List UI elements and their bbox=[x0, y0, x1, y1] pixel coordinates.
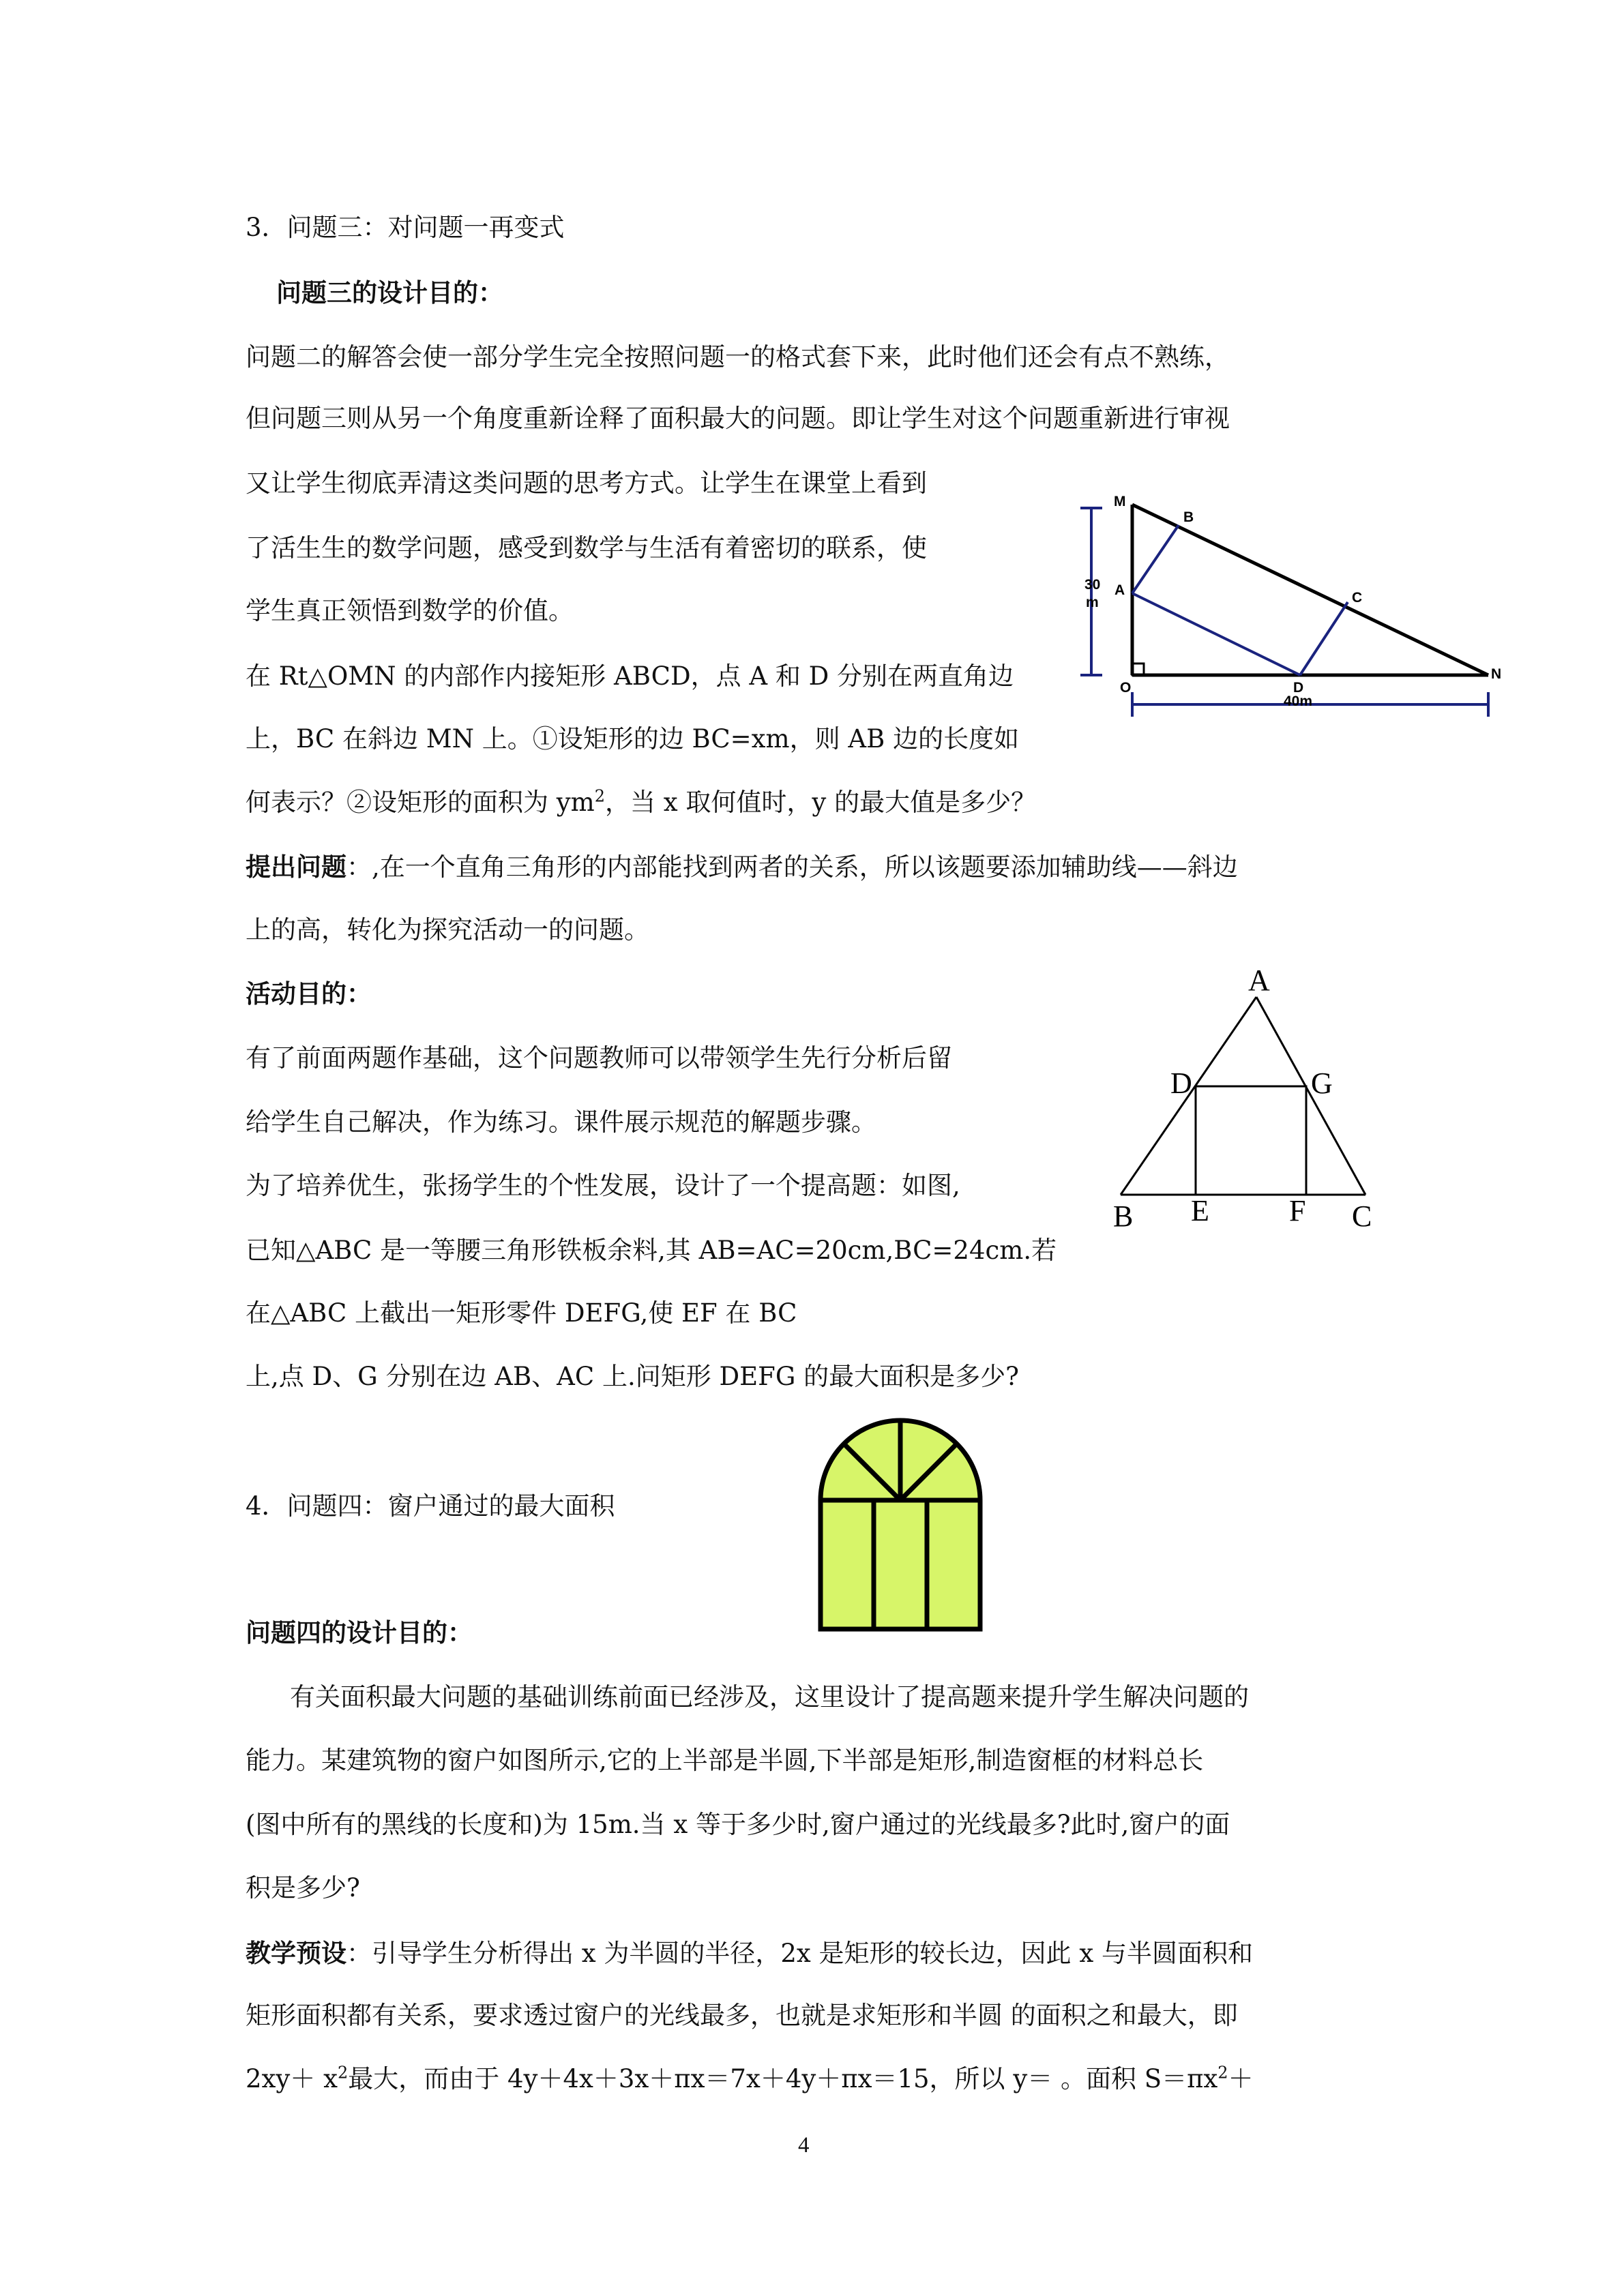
label-b: B bbox=[1113, 1199, 1134, 1233]
propose-label: 提出问题 bbox=[246, 852, 346, 882]
label-f: F bbox=[1289, 1194, 1306, 1227]
propose-line-2: 上的高，转化为探究活动一的问题。 bbox=[246, 915, 649, 944]
preset-text: ：引导学生分析得出 x 为半圆的半径，2x 是矩形的较长边，因此 x 与半圆面积和 bbox=[346, 1939, 1253, 1968]
page-number: 4 bbox=[798, 2133, 810, 2158]
line-8-text-end: ，当 x 取何值时，y 的最大值是多少？ bbox=[605, 788, 1037, 817]
activity-title: 活动目的： bbox=[246, 979, 372, 1009]
section4-line-3: (图中所有的黑线的长度和)为 15m.当 x 等于多少时,窗户通过的光线最多?此时,窗户的面 bbox=[246, 1810, 1230, 1839]
section3-design-title: 问题三的设计目的： bbox=[276, 278, 503, 308]
rectangle-defg bbox=[1196, 1086, 1306, 1195]
superscript: 2 bbox=[594, 786, 606, 806]
rectangle-abcd bbox=[1132, 525, 1348, 675]
section3-line-7: 上，BC 在斜边 MN 上。①设矩形的边 BC=xm，则 AB 边的长度如 bbox=[246, 724, 1020, 754]
activity-line-6: 上,点 D、G 分别在边 AB、AC 上.问矩形 DEFG 的最大面积是多少? bbox=[246, 1362, 1019, 1391]
preset-label: 教学预设 bbox=[246, 1938, 346, 1968]
activity-line-3: 为了培养优生，张扬学生的个性发展，设计了一个提高题：如图, bbox=[246, 1171, 960, 1200]
section3-line-8 bbox=[246, 786, 1036, 819]
preset-line-1 bbox=[246, 1937, 1253, 1970]
label-g: G bbox=[1311, 1067, 1333, 1100]
label-b: B bbox=[1183, 509, 1194, 525]
activity-line-5: 在△ABC 上截出一矩形零件 DEFG,使 EF 在 BC bbox=[246, 1298, 797, 1328]
activity-line-1: 有了前面两题作基础，这个问题教师可以带领学生先行分析后留 bbox=[246, 1043, 952, 1073]
label-o: O bbox=[1120, 680, 1132, 696]
label-n: N bbox=[1491, 666, 1502, 682]
section4-heading: 4．问题四：窗户通过的最大面积 bbox=[246, 1491, 615, 1521]
label-a: A bbox=[1114, 582, 1125, 598]
dim-40m: 40m bbox=[1284, 694, 1313, 709]
label-c: C bbox=[1352, 590, 1363, 606]
section4-line-2: 能力。某建筑物的窗户如图所示,它的上半部是半圆,下半部是矩形,制造窗框的材料总长 bbox=[246, 1746, 1204, 1775]
side-mn bbox=[1132, 505, 1488, 675]
formula-part-c: ＋ bbox=[1228, 2064, 1254, 2093]
dim-30: 30 bbox=[1084, 577, 1101, 593]
section3-line-5: 学生真正领悟到数学的价值。 bbox=[246, 596, 574, 625]
isosceles-triangle-figure bbox=[1105, 955, 1391, 1248]
right-triangle-figure bbox=[1071, 488, 1514, 730]
window-figure bbox=[815, 1415, 986, 1633]
section3-line-6: 在 Rt△OMN 的内部作内接矩形 ABCD，点 A 和 D 分别在两直角边 bbox=[246, 661, 1014, 691]
section3-line-4: 了活生生的数学问题，感受到数学与生活有着密切的联系，使 bbox=[246, 533, 927, 563]
segment-ad bbox=[1132, 593, 1300, 675]
label-m: M bbox=[1114, 494, 1126, 509]
segment-dc bbox=[1300, 602, 1348, 675]
label-a: A bbox=[1248, 964, 1270, 997]
label-c: C bbox=[1352, 1199, 1372, 1233]
section3-heading: 3．问题三：对问题一再变式 bbox=[246, 213, 565, 242]
section3-line-2: 但问题三则从另一个角度重新诠释了面积最大的问题。即让学生对这个问题重新进行审视 bbox=[246, 404, 1230, 433]
propose-line-1 bbox=[246, 850, 1238, 884]
right-angle-marker bbox=[1132, 664, 1144, 675]
preset-line-2: 矩形面积都有关系，要求透过窗户的光线最多，也就是求矩形和半圆 的面积之和最大，即 bbox=[246, 2001, 1238, 2030]
formula-part-b: 最大，而由于 4y＋4x＋3x＋πx＝7x＋4y＋πx＝15，所以 y＝ 。面积 S＝πx bbox=[348, 2064, 1218, 2093]
superscript: 2 bbox=[1217, 2063, 1228, 2083]
segment-ab bbox=[1132, 525, 1179, 593]
section3-line-3: 又让学生彻底弄清这类问题的思考方式。让学生在课堂上看到 bbox=[246, 468, 927, 498]
label-d: D bbox=[1293, 680, 1304, 696]
formula-part-a: 2xy＋ x bbox=[246, 2064, 338, 2093]
propose-text: ：,在一个直角三角形的内部能找到两者的关系，所以该题要添加辅助线——斜边 bbox=[346, 852, 1238, 882]
section3-line-1: 问题二的解答会使一部分学生完全按照问题一的格式套下来，此时他们还会有点不熟练， bbox=[246, 342, 1230, 372]
preset-line-3 bbox=[246, 2063, 1254, 2096]
line-8-text: 何表示？②设矩形的面积为 ym bbox=[246, 788, 595, 817]
section4-line-4: 积是多少? bbox=[246, 1873, 360, 1903]
section4-design-title: 问题四的设计目的： bbox=[246, 1617, 473, 1648]
activity-line-2: 给学生自己解决，作为练习。课件展示规范的解题步骤。 bbox=[246, 1107, 876, 1137]
section4-line-1: 有关面积最大问题的基础训练前面已经涉及，这里设计了提高题来提升学生解决问题的 bbox=[290, 1682, 1249, 1712]
activity-line-4: 已知△ABC 是一等腰三角形铁板余料,其 AB=AC=20cm,BC=24cm.若 bbox=[246, 1236, 1057, 1265]
superscript: 2 bbox=[337, 2063, 349, 2083]
label-e: E bbox=[1191, 1194, 1209, 1227]
dim-m: m bbox=[1086, 595, 1099, 610]
label-d: D bbox=[1170, 1067, 1192, 1100]
